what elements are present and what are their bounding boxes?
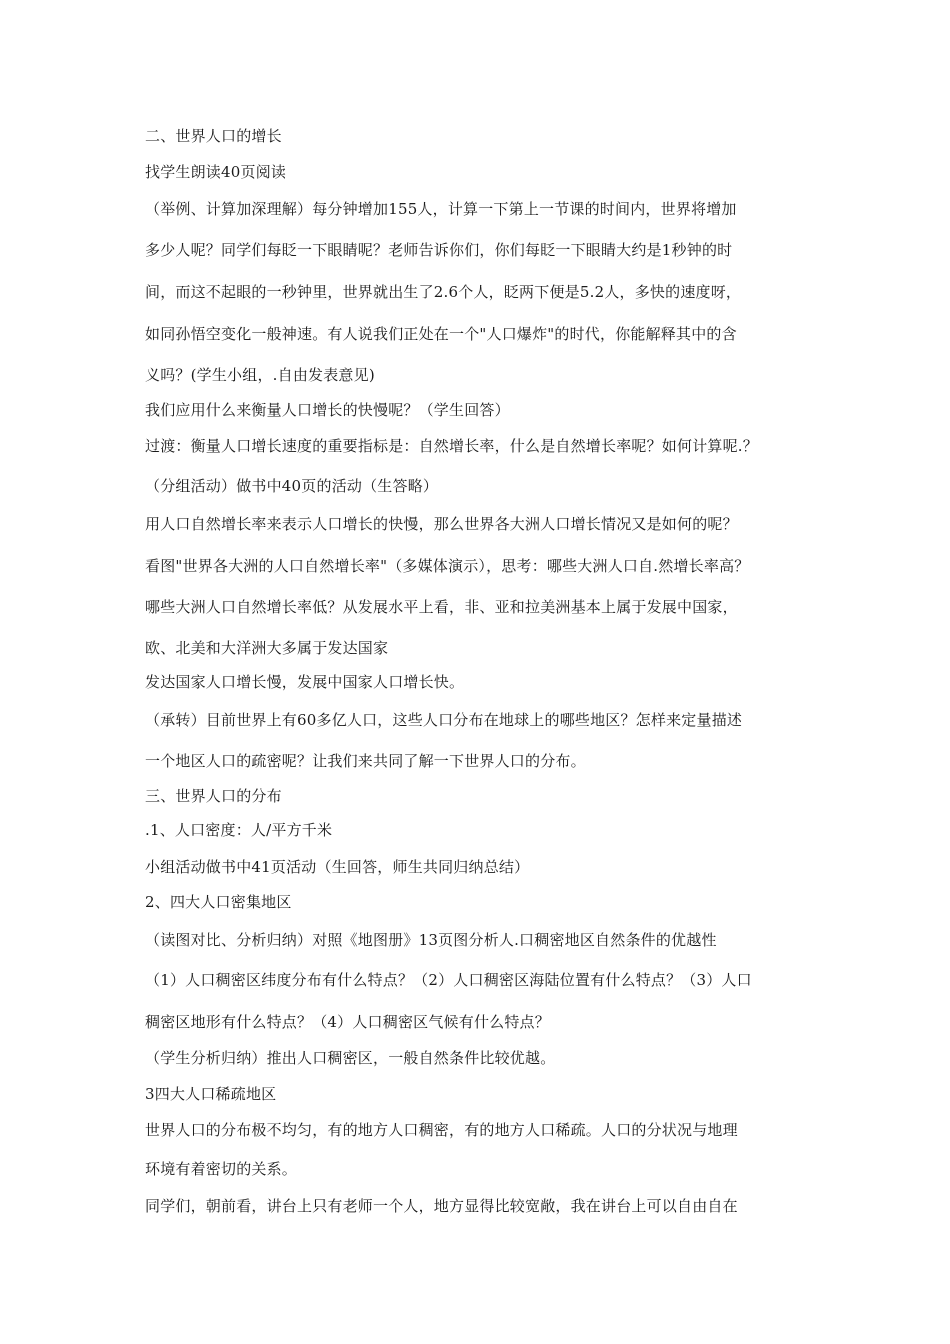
text-line: 环境有着密切的关系。 [145, 1160, 298, 1178]
text-line: （学生分析归纳）推出人口稠密区，一般自然条件比较优越。 [145, 1049, 556, 1067]
text-line: 间，而这不起眼的一秒钟里，世界就出生了2.6个人，眨两下便是5.2人，多快的速度呀， [145, 283, 742, 301]
text-line: 义吗？(学生小组，.自由发表意见) [145, 366, 375, 384]
text-line: 发达国家人口增长慢，发展中国家人口增长快。 [145, 673, 465, 691]
text-line: （1）人口稠密区纬度分布有什么特点？（2）人口稠密区海陆位置有什么特点？（3）人口 [145, 971, 752, 989]
text-line: 过渡：衡量人口增长速度的重要指标是：自然增长率，什么是自然增长率呢？如何计算呢.？ [145, 437, 758, 455]
text-line: 稠密区地形有什么特点？（4）人口稠密区气候有什么特点？ [145, 1013, 550, 1031]
text-line: 如同孙悟空变化一般神速。有人说我们正处在一个"人口爆炸"的时代，你能解释其中的含 [145, 325, 737, 343]
text-line: 2、四大人口密集地区 [145, 893, 292, 911]
text-line: 3四大人口稀疏地区 [145, 1085, 277, 1103]
section-heading-population-distribution: 三、世界人口的分布 [145, 787, 282, 805]
section-heading-population-growth: 二、世界人口的增长 [145, 127, 282, 145]
text-line: （读图对比、分析归纳）对照《地图册》13页图分析人.口稠密地区自然条件的优越性 [145, 931, 717, 949]
text-line: 我们应用什么来衡量人口增长的快慢呢？（学生回答） [145, 401, 510, 419]
text-line: .1、人口密度：人/平方千米 [145, 821, 333, 839]
text-line: 小组活动做书中41页活动（生回答，师生共同归纳总结） [145, 858, 530, 876]
text-line: 找学生朗读40页阅读 [145, 163, 287, 181]
text-line: 用人口自然增长率来表示人口增长的快慢，那么世界各大洲人口增长情况又是如何的呢？ [145, 515, 738, 533]
text-line: 一个地区人口的疏密呢？让我们来共同了解一下世界人口的分布。 [145, 752, 586, 770]
text-line: 多少人呢？同学们每眨一下眼睛呢？老师告诉你们，你们每眨一下眼睛大约是1秒钟的时 [145, 241, 733, 259]
text-line: 欧、北美和大洋洲大多属于发达国家 [145, 639, 389, 657]
text-line: 哪些大洲人口自然增长率低？从发展水平上看，非、亚和拉美洲基本上属于发展中国家， [145, 598, 738, 616]
text-line: （承转）目前世界上有60多亿人口，这些人口分布在地球上的哪些地区？怎样来定量描述 [145, 711, 743, 729]
text-line: 看图"世界各大洲的人口自然增长率"（多媒体演示），思考：哪些大洲人口自.然增长率高？ [145, 557, 750, 575]
text-line: 同学们，朝前看，讲台上只有老师一个人，地方显得比较宽敞，我在讲台上可以自由自在 [145, 1197, 738, 1215]
text-line: （分组活动）做书中40页的活动（生答略） [145, 477, 439, 495]
text-line: 世界人口的分布极不均匀，有的地方人口稠密，有的地方人口稀疏。人口的分状况与地理 [145, 1121, 738, 1139]
text-line: （举例、计算加深理解）每分钟增加155人，计算一下第上一节课的时间内，世界将增加 [145, 200, 737, 218]
